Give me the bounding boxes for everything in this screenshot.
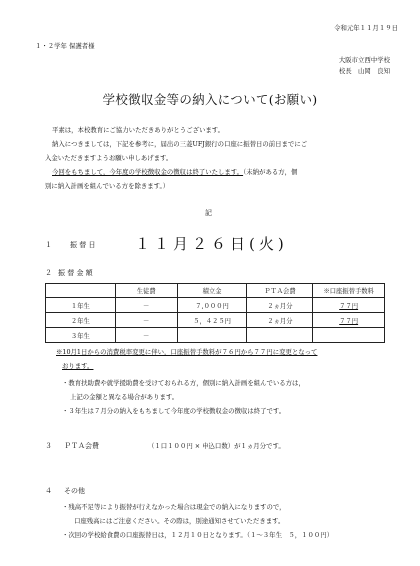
table-header [46, 284, 116, 298]
section-2-label: 振 替 金 額 [58, 269, 93, 277]
table-cell: － [115, 298, 177, 313]
table-row [46, 298, 385, 313]
ki-marker: 記 [205, 209, 212, 217]
section-1-number: １ [45, 241, 52, 249]
paragraph-2b: 入金いただきますようお願い申しあげます。 [45, 154, 173, 162]
table-cell: １年生 [46, 298, 116, 313]
paragraph-3b: 別に納入計画を組んでいる方を除きます。） [45, 182, 170, 190]
table-row [46, 313, 385, 328]
note-fee-change: ※10月1日からの消費税率変更に伴い，口座振替手数料が７６円から７７円に変更となって [56, 348, 318, 356]
issue-date: 令和元年１１月１９日 [334, 24, 398, 32]
table-cell: ７７円 [313, 313, 385, 328]
table-cell [247, 328, 313, 343]
section-3-number: ３ [45, 442, 52, 450]
table-cell: ２年生 [46, 313, 116, 328]
section-4-label: その他 [64, 487, 85, 495]
note-assistance-cont: 上記の金額と異なる場合があります。 [70, 393, 179, 401]
recipient: １・２学年 保護者様 [35, 42, 95, 50]
note-fee-change-cont: おります。 [62, 362, 94, 370]
table-cell: ３年生 [46, 328, 116, 343]
other-item-2: ・次回の学校給食費の口座振替日は，１２月１０日となります。（１～３年生 ５，１００円） [62, 531, 334, 539]
table-cell: － [115, 313, 177, 328]
paragraph-3a-underlined: 今回をもちまして，今年度の学校徴収金の徴収は終了いたします。 [52, 168, 244, 176]
other-item-1: ・残高不足等により振替が行えなかった場合は現金での納入になりますので， [62, 503, 286, 511]
paragraph-3a [52, 168, 297, 177]
table-header-row [46, 284, 385, 298]
section-4-number: ４ [45, 487, 52, 495]
table-header: 生徒費 [115, 284, 177, 298]
pta-fee-detail: （１口１００円 × 申込口数）が１ヵ月分です。 [148, 442, 285, 450]
paragraph-1: 平素は，本校教育にご協力いただきありがとうございます。 [52, 126, 225, 134]
table-cell: ２ヵ月分 [247, 313, 313, 328]
principal-name: 校長 山岡 良知 [338, 67, 390, 75]
table-header: 積立金 [177, 284, 247, 298]
table-cell [177, 328, 247, 343]
other-item-1-cont: 口座残高にはご注意ください。その際は，別途通知させていただきます。 [74, 517, 285, 525]
paragraph-2a: 納入につきましては，下記を参考に，届出の三菱UFJ銀行の口座に振替日の前日までにご [52, 140, 308, 148]
page-title: 学校徴収金等の納入について(お願い) [102, 92, 318, 107]
table-header: ＰＴＡ会費 [247, 284, 313, 298]
amount-table [45, 283, 385, 343]
note-third-year: ・３年生は７月分の納入をもちまして今年度の学校徴収金の徴収は終了です。 [62, 407, 286, 415]
table-cell: ５，４２５円 [177, 313, 247, 328]
table-cell: － [115, 328, 177, 343]
section-3-label: ＰＴＡ会費 [64, 442, 99, 450]
section-2-number: ２ [45, 269, 52, 277]
table-cell: ７,０００円 [177, 298, 247, 313]
school-name: 大阪市立西中学校 [338, 56, 390, 64]
table-cell: ２ヵ月分 [247, 298, 313, 313]
paragraph-3a-rest: （未納がある方，個 [243, 168, 298, 176]
table-header: ※口座振替手数料 [313, 284, 385, 298]
transfer-date: １１月２６日(火) [135, 235, 288, 253]
table-row [46, 328, 385, 343]
section-1-label: 振 替 日 [70, 241, 96, 249]
table-cell: ７７円 [313, 298, 385, 313]
table-cell [313, 328, 385, 343]
note-assistance: ・教育扶助費や就学援助費を受けておられる方，個別に納入計画を組んでいる方は， [62, 379, 305, 387]
